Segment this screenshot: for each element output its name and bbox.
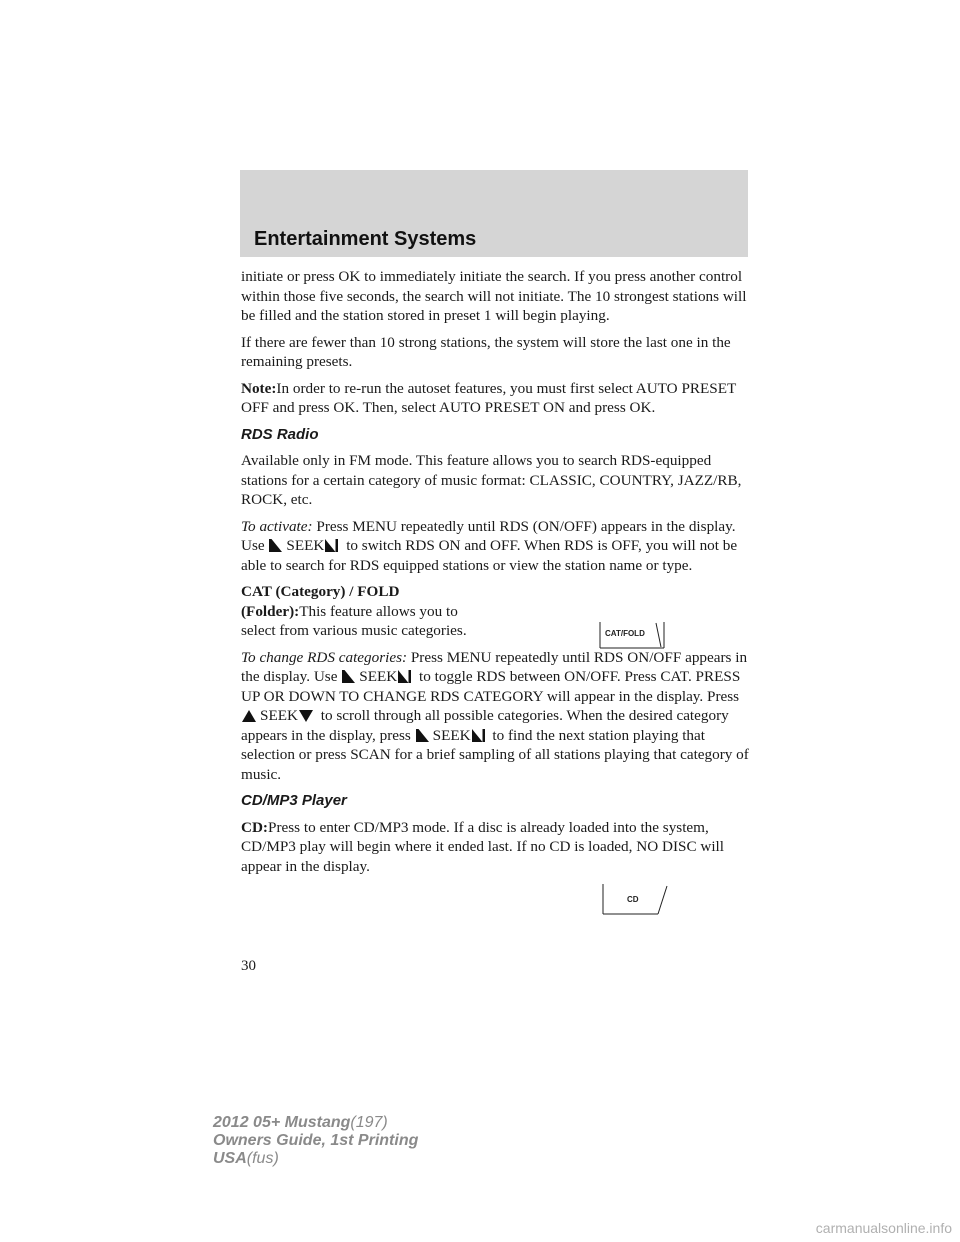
footer-print-info xyxy=(213,1114,418,1168)
seek-back-icon xyxy=(269,539,282,552)
paragraph-rds-intro: Available only in FM mode. This feature allows you to search RDS-equipped stations for a certain category of music format: CLASSIC, COUNTRY, JAZZ/RB, ROCK, etc. xyxy=(241,452,742,508)
note-label: Note: xyxy=(241,379,277,397)
seek-down-icon xyxy=(299,710,313,722)
footer-guide: Owners Guide, 1st Printing xyxy=(213,1132,419,1149)
footer-model: 2012 05+ Mustang xyxy=(213,1114,351,1131)
cat-fold-button-label: CAT/FOLD xyxy=(605,629,645,638)
seek-up-icon xyxy=(242,710,256,722)
paragraph-change-categories: To change RDS categories: Press MENU repeatedly until RDS ON/OFF appears in the display. Use SEEK to toggle RDS between ON/OFF. Press CAT. PRESS UP OR DOWN TO CHANGE RDS CATEGORY will appear in the display. Press SEEK to scroll through all possible categories. When the desired category appears in the display, press SEEK to find the next station playing that selection or press SCAN for a brief sampling of all stations playing that category of music. xyxy=(241,648,749,783)
heading-cd-mp3-player: CD/MP3 Player xyxy=(241,792,347,809)
seek-back-icon xyxy=(416,729,429,742)
seek-forward-icon xyxy=(325,539,338,552)
paragraph-cat-fold: CAT (Category) / FOLD (Folder):This feature allows you to select from various music categories. xyxy=(241,583,467,639)
cat-label: CAT (Category) / FOLD (Folder): xyxy=(241,583,400,620)
cd-button-label: CD xyxy=(627,895,639,904)
activate-label: To activate: xyxy=(241,517,313,535)
seek-label: SEEK xyxy=(432,726,471,744)
seek-label: SEEK xyxy=(286,537,325,554)
cd-label: CD: xyxy=(241,818,268,836)
page-number: 30 xyxy=(241,958,256,974)
paragraph-activate: To activate: Press MENU repeatedly until RDS (ON/OFF) appears in the display. Use SEEK to switch RDS ON and OFF. When RDS is OFF, you will not be able to search for RDS equipped stations or view the station name or type. xyxy=(241,517,738,574)
paragraph-fewer-stations: If there are fewer than 10 strong stations, the system will store the last one in the remaining presets. xyxy=(241,333,731,370)
seek-forward-icon xyxy=(472,729,485,742)
heading-rds-radio: RDS Radio xyxy=(241,425,319,443)
seek-label: SEEK xyxy=(260,707,298,724)
watermark: carmanualsonline.info xyxy=(815,1220,952,1236)
seek-forward-icon xyxy=(398,670,411,683)
section-title: Entertainment Systems xyxy=(254,228,477,250)
footer-model-code: (197) xyxy=(350,1114,388,1131)
paragraph-cd: CD:Press to enter CD/MP3 mode. If a disc is already loaded into the system, CD/MP3 play will begin where it ended last. If no CD is loaded, NO DISC will appear in the display. xyxy=(241,818,724,875)
page-body xyxy=(241,267,751,876)
seek-label: SEEK xyxy=(359,668,398,685)
seek-back-icon xyxy=(342,670,355,683)
footer-market-code: (fus) xyxy=(246,1150,279,1167)
change-label: To change RDS categories: xyxy=(241,648,408,666)
note-text: In order to re-run the autoset features, you must first select AUTO PRESET OFF and press OK. Then, select AUTO PRESET ON and press OK. xyxy=(241,379,737,416)
footer-market: USA xyxy=(213,1150,247,1167)
paragraph-note xyxy=(241,379,751,418)
paragraph-autoset-search: initiate or press OK to immediately initiate the search. If you press another control within those five seconds, the search will not initiate. The 10 strongest stations will be filled and the station stored in preset 1 will begin playing. xyxy=(241,268,747,324)
